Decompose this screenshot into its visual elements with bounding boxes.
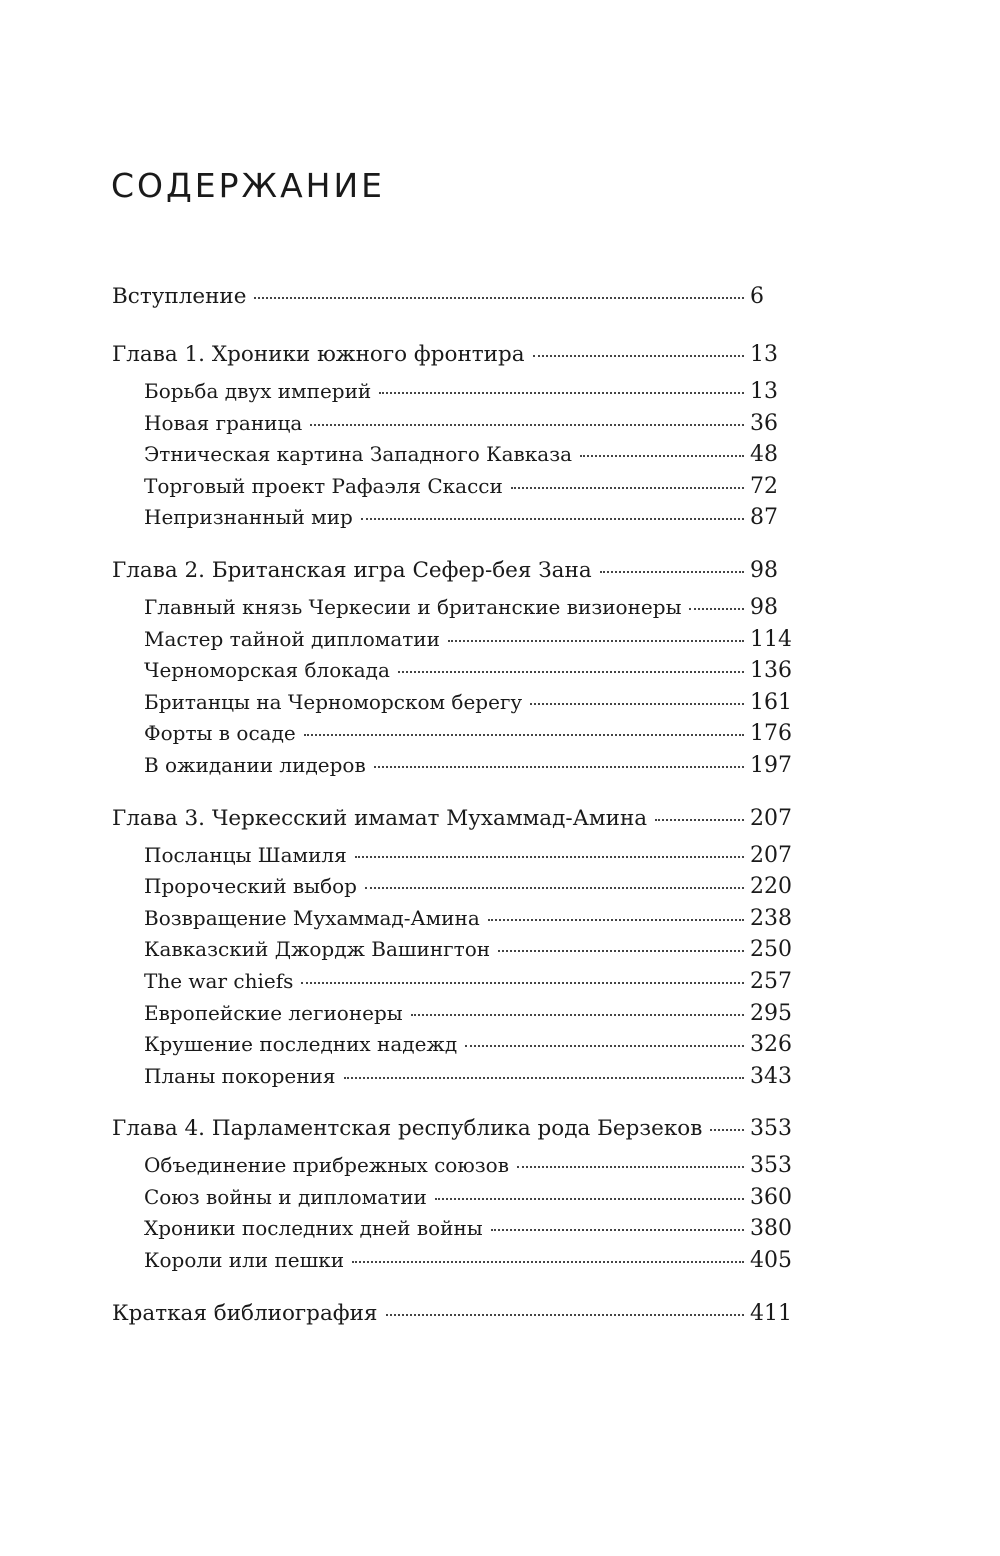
toc-page-number: 48: [750, 442, 778, 468]
toc-entry-title: The war chiefs: [144, 968, 294, 993]
toc-entry-title: Объединение прибрежных союзов: [144, 1153, 509, 1178]
dot-leader: [355, 856, 744, 858]
toc-subsection-entry[interactable]: [112, 753, 800, 785]
toc-section: [112, 342, 800, 537]
toc-entry-title: Этническая картина Западного Кавказа: [144, 442, 573, 467]
toc-entry-title: Европейские легионеры: [144, 1000, 403, 1025]
toc-page-number: 353: [750, 1116, 792, 1142]
toc-page-number: 161: [750, 689, 792, 715]
table-of-contents: [112, 284, 800, 1359]
toc-page-number: 353: [750, 1153, 792, 1179]
dot-leader: [344, 1077, 744, 1079]
dot-leader: [254, 297, 744, 299]
toc-subsection-entry[interactable]: [112, 1248, 800, 1280]
dot-leader: [580, 455, 744, 457]
toc-entry-title: Кавказский Джордж Вашингтон: [144, 937, 491, 962]
toc-page-number: 411: [750, 1300, 792, 1326]
toc-subsection-entry[interactable]: [112, 658, 800, 690]
dot-leader: [498, 950, 744, 952]
toc-page-number: 360: [750, 1184, 792, 1210]
toc-page-number: 250: [750, 937, 792, 963]
toc-entry-title: Черноморская блокада: [144, 658, 390, 683]
dot-leader: [448, 640, 744, 642]
toc-section: [112, 806, 800, 1096]
toc-subsection-entry[interactable]: [112, 937, 800, 969]
toc-entry-title: Торговый проект Рафаэля Скасси: [144, 473, 503, 498]
toc-subsection-entry[interactable]: [112, 874, 800, 906]
toc-subsection-entry[interactable]: [112, 627, 800, 659]
toc-chapter-entry[interactable]: [112, 342, 800, 379]
page-title: СОДЕРЖАНИЕ: [111, 166, 386, 205]
toc-entry-title: Краткая библиография: [112, 1300, 378, 1326]
toc-page-number: 380: [750, 1216, 792, 1242]
toc-subsection-entry[interactable]: [112, 690, 800, 722]
toc-section: [112, 1116, 800, 1279]
toc-page-number: 72: [750, 473, 778, 499]
toc-chapter-entry[interactable]: [112, 558, 800, 595]
toc-page-number: 197: [750, 752, 792, 778]
toc-section: [112, 558, 800, 785]
toc-subsection-entry[interactable]: [112, 1216, 800, 1248]
toc-subsection-entry[interactable]: [112, 505, 800, 537]
toc-page-number: 220: [750, 874, 792, 900]
toc-section: [112, 284, 800, 321]
toc-subsection-entry[interactable]: [112, 1001, 800, 1033]
toc-entry-title: Борьба двух империй: [144, 379, 372, 403]
toc-page-number: 98: [750, 557, 778, 583]
dot-leader: [465, 1045, 744, 1047]
toc-subsection-entry[interactable]: [112, 969, 800, 1001]
toc-chapter-entry[interactable]: [112, 1116, 800, 1153]
dot-leader: [386, 1314, 745, 1316]
toc-entry-title: Планы покорения: [144, 1063, 336, 1088]
toc-entry-title: Глава 2. Британская игра Сефер-бея Зана: [112, 557, 592, 583]
dot-leader: [689, 608, 744, 610]
dot-leader: [533, 355, 744, 357]
toc-entry-title: Мастер тайной дипломатии: [144, 626, 440, 651]
toc-subsection-entry[interactable]: [112, 474, 800, 506]
toc-page-number: 98: [750, 594, 778, 620]
toc-entry-title: Глава 4. Парламентская республика рода Берзеков: [112, 1116, 703, 1142]
dot-leader: [511, 487, 744, 489]
dot-leader: [530, 703, 744, 705]
toc-chapter-entry[interactable]: [112, 284, 800, 321]
toc-entry-title: Британцы на Черноморском берегу: [144, 689, 523, 714]
dot-leader: [365, 887, 744, 889]
toc-entry-title: В ожидании лидеров: [144, 752, 366, 777]
dot-leader: [304, 734, 744, 736]
toc-subsection-entry[interactable]: [112, 721, 800, 753]
toc-subsection-entry[interactable]: [112, 1064, 800, 1096]
dot-leader: [379, 392, 744, 394]
toc-entry-title: Короли или пешки: [144, 1248, 345, 1273]
dot-leader: [352, 1261, 744, 1263]
toc-entry-title: Форты в осаде: [144, 721, 296, 746]
toc-page-number: 343: [750, 1063, 792, 1089]
toc-entry-title: Глава 3. Черкесский имамат Мухаммад-Амина: [112, 805, 648, 831]
toc-page-number: 238: [750, 905, 792, 931]
toc-page-number: 207: [750, 805, 792, 831]
toc-page-number: 136: [750, 658, 792, 684]
toc-page-number: 36: [750, 410, 778, 436]
toc-subsection-entry[interactable]: [112, 906, 800, 938]
dot-leader: [491, 1229, 744, 1231]
toc-page-number: 207: [750, 842, 792, 868]
toc-page-number: 176: [750, 721, 792, 747]
toc-entry-title: Глава 1. Хроники южного фронтира: [112, 342, 525, 367]
toc-subsection-entry[interactable]: [112, 595, 800, 627]
toc-chapter-entry[interactable]: [112, 1301, 800, 1338]
toc-subsection-entry[interactable]: [112, 1185, 800, 1217]
dot-leader: [710, 1129, 744, 1131]
toc-entry-title: Хроники последних дней войны: [144, 1216, 483, 1241]
toc-entry-title: Пророческий выбор: [144, 874, 357, 899]
dot-leader: [655, 819, 744, 821]
toc-page-number: 87: [750, 505, 778, 531]
toc-entry-title: Непризнанный мир: [144, 505, 353, 530]
toc-page-number: 405: [750, 1248, 792, 1274]
toc-chapter-entry[interactable]: [112, 806, 800, 843]
toc-page-number: 257: [750, 968, 792, 994]
toc-entry-title: Посланцы Шамиля: [144, 842, 347, 867]
dot-leader: [600, 571, 744, 573]
toc-entry-title: Новая граница: [144, 410, 303, 435]
dot-leader: [517, 1166, 744, 1168]
dot-leader: [398, 671, 744, 673]
toc-subsection-entry[interactable]: [112, 1032, 800, 1064]
toc-subsection-entry[interactable]: [112, 442, 800, 474]
dot-leader: [361, 518, 744, 520]
toc-page-number: 13: [750, 342, 778, 367]
dot-leader: [488, 919, 744, 921]
dot-leader: [301, 982, 744, 984]
toc-page-number: 295: [750, 1000, 792, 1026]
toc-page-number: 13: [750, 379, 778, 404]
toc-entry-title: Возвращение Мухаммад-Амина: [144, 905, 480, 930]
dot-leader: [310, 424, 744, 426]
toc-entry-title: Главный князь Черкесии и британские визионеры: [144, 594, 682, 619]
dot-leader: [411, 1014, 744, 1016]
toc-section: [112, 1301, 800, 1338]
toc-page-number: 6: [750, 284, 764, 309]
toc-page-number: 114: [750, 626, 792, 652]
dot-leader: [374, 766, 744, 768]
toc-entry-title: Союз войны и дипломатии: [144, 1184, 427, 1209]
toc-subsection-entry[interactable]: [112, 379, 800, 411]
toc-subsection-entry[interactable]: [112, 411, 800, 443]
toc-subsection-entry[interactable]: [112, 1153, 800, 1185]
toc-entry-title: Крушение последних надежд: [144, 1032, 458, 1057]
toc-subsection-entry[interactable]: [112, 843, 800, 875]
toc-entry-title: Вступление: [112, 284, 247, 309]
dot-leader: [435, 1198, 744, 1200]
toc-page-number: 326: [750, 1032, 792, 1058]
